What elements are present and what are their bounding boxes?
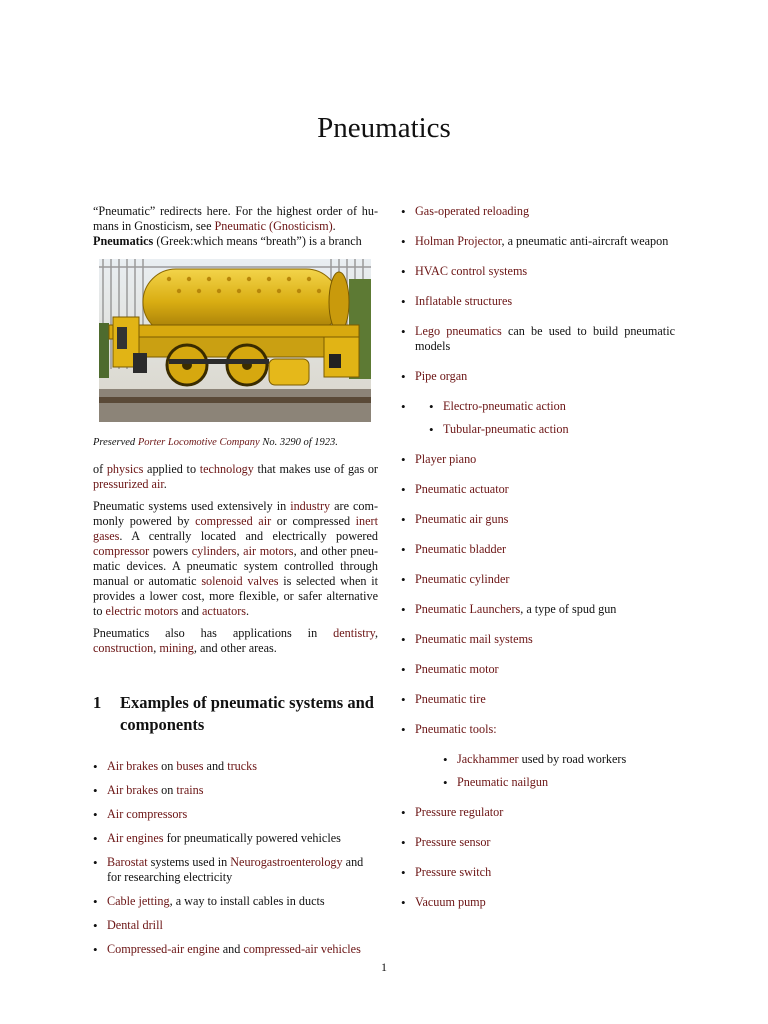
section-title: Examples of pneumatic systems and components xyxy=(120,693,374,734)
list-item xyxy=(93,918,378,933)
link-player-piano[interactable]: Player piano xyxy=(415,452,477,466)
list-item: • Jackhammer used by road workers xyxy=(443,752,675,767)
link-inert-gases[interactable]: inert gases xyxy=(93,514,379,543)
list-item: • Air engines for pneumatically powered vehicles xyxy=(93,831,378,846)
link-pressure-regulator[interactable]: Pressure regulator xyxy=(415,805,504,819)
link-vacuum-pump[interactable]: Vacuum pump xyxy=(415,895,486,909)
link-pressure-sensor[interactable]: Pressure sensor xyxy=(415,835,491,849)
link-compressor[interactable]: compressor xyxy=(93,544,150,558)
redirect-note: “Pneumatic” redirects here. For the highest order of hu- mans in Gnosticism, see Pneumatic (Gnosticism). xyxy=(93,204,378,233)
list-item xyxy=(401,895,675,910)
link-cable-jetting[interactable]: Cable jetting xyxy=(107,894,170,908)
link-gas-operated-reloading[interactable]: Gas-operated reloading xyxy=(415,204,530,218)
list-item: • Air brakes on trains xyxy=(93,783,378,798)
link-technology[interactable]: technology xyxy=(199,462,254,476)
link-physics[interactable]: physics xyxy=(106,462,144,476)
list-item xyxy=(401,542,675,557)
link-pressure-switch[interactable]: Pressure switch xyxy=(415,865,492,879)
list-item xyxy=(429,399,675,414)
link-industry[interactable]: industry xyxy=(290,499,331,513)
lead-term: Pneumatics xyxy=(93,234,154,248)
list-item xyxy=(401,662,675,677)
link-pneumatic-motor[interactable]: Pneumatic motor xyxy=(415,662,499,676)
link-tubular-pneumatic-action[interactable]: Tubular-pneumatic action xyxy=(443,422,569,436)
list-item xyxy=(401,294,675,309)
list-item xyxy=(401,512,675,527)
link-dentistry[interactable]: dentistry xyxy=(333,626,375,640)
link-air-brakes-rail[interactable]: Air brakes xyxy=(107,783,159,797)
tools-sublist xyxy=(443,752,675,790)
link-mining[interactable]: mining xyxy=(159,641,194,655)
section-heading xyxy=(93,692,378,736)
link-inflatable-structures[interactable]: Inflatable structures xyxy=(415,294,513,308)
link-buses[interactable]: buses xyxy=(176,759,204,773)
examples-list-right xyxy=(401,204,675,910)
figure-caption: Preserved Porter Locomotive Company No. 3290 of 1923. xyxy=(93,437,338,448)
list-item xyxy=(401,264,675,279)
link-solenoid-valves[interactable]: solenoid valves xyxy=(201,574,279,588)
list-item: • Barostat systems used in Neurogastroenterology and for researching electricity xyxy=(93,855,378,885)
list-item xyxy=(401,632,675,647)
link-compressed-air-vehicles[interactable]: compressed-air vehicles xyxy=(243,942,361,956)
list-item xyxy=(401,572,675,587)
link-pressurized-air[interactable]: pressurized air xyxy=(93,477,164,491)
link-construction[interactable]: construction xyxy=(93,641,154,655)
link-pneumatic-bladder[interactable]: Pneumatic bladder xyxy=(415,542,507,556)
link-electro-pneumatic-action[interactable]: Electro-pneumatic action xyxy=(443,399,566,413)
list-item xyxy=(401,805,675,820)
link-pneumatic-launchers[interactable]: Pneumatic Launchers xyxy=(415,602,521,616)
link-air-engines[interactable]: Air engines xyxy=(107,831,164,845)
link-trucks[interactable]: trucks xyxy=(227,759,257,773)
link-cylinders[interactable]: cylinders xyxy=(191,544,237,558)
link-barostat[interactable]: Barostat xyxy=(107,855,148,869)
link-air-motors[interactable]: air motors xyxy=(243,544,294,558)
list-item xyxy=(401,722,675,790)
list-item xyxy=(401,399,675,437)
page-number: 1 xyxy=(381,960,387,974)
link-dental-drill[interactable]: Dental drill xyxy=(107,918,163,932)
link-jackhammer[interactable]: Jackhammer xyxy=(457,752,519,766)
link-trains[interactable]: trains xyxy=(176,783,204,797)
list-item: • Compressed-air engine and compressed-air vehicles xyxy=(93,942,378,957)
right-column xyxy=(401,204,675,925)
list-item: • Holman Projector, a pneumatic anti-aircraft weapon xyxy=(401,234,675,249)
list-item xyxy=(401,204,675,219)
list-item xyxy=(443,775,675,790)
link-pneumatic-tire[interactable]: Pneumatic tire xyxy=(415,692,486,706)
link-porter-locomotive-company[interactable]: Porter Locomotive Company xyxy=(137,437,260,448)
link-neurogastroenterology[interactable]: Neurogastroenterology xyxy=(230,855,343,869)
link-pipe-organ[interactable]: Pipe organ xyxy=(415,369,468,383)
organ-sublist xyxy=(429,399,675,437)
link-lego-pneumatics[interactable]: Lego pneumatics xyxy=(415,324,502,338)
left-column xyxy=(93,204,378,966)
list-item: • Cable jetting, a way to install cables in ducts xyxy=(93,894,378,909)
list-item xyxy=(401,452,675,467)
paragraph-definition: of physics applied to technology that makes use of gas or pressurized air. xyxy=(93,462,378,491)
list-item xyxy=(93,807,378,822)
link-pneumatic-tools[interactable]: Pneumatic tools: xyxy=(415,722,497,736)
list-item xyxy=(401,865,675,880)
link-air-brakes[interactable]: Air brakes xyxy=(107,759,159,773)
list-item xyxy=(401,692,675,707)
link-air-compressors[interactable]: Air compressors xyxy=(107,807,188,821)
list-item: • Air brakes on buses and trucks xyxy=(93,759,378,774)
section-number: 1 xyxy=(93,693,102,712)
link-electric-motors[interactable]: electric motors xyxy=(105,604,179,618)
examples-list-left xyxy=(93,759,378,957)
paragraph-systems: Pneumatic systems used extensively in industry are com- monly powered by compressed air or compressed inert gases. A centrally located and electrically powered compressor powers cylinders, air motors, and other pneu- matic devices. A pneumatic system controlled through manual or automatic solenoid valves is selected when it provides a lower cost, more flexible, or safer alternative to electric motors and actuators. xyxy=(93,499,379,618)
link-pneumatic-air-guns[interactable]: Pneumatic air guns xyxy=(415,512,509,526)
list-item xyxy=(401,369,675,384)
link-pneumatic-actuator[interactable]: Pneumatic actuator xyxy=(415,482,509,496)
list-item xyxy=(401,482,675,497)
paragraph-applications: Pneumatics also has applications in dentistry, construction, mining, and other areas. xyxy=(93,626,378,655)
link-pneumatic-mail-systems[interactable]: Pneumatic mail systems xyxy=(415,632,533,646)
list-item xyxy=(401,835,675,850)
list-item: • Pneumatic Launchers, a type of spud gun xyxy=(401,602,675,617)
link-actuators[interactable]: actuators xyxy=(202,604,246,618)
link-pneumatic-cylinder[interactable]: Pneumatic cylinder xyxy=(415,572,510,586)
link-holman-projector[interactable]: Holman Projector xyxy=(415,234,502,248)
link-compressed-air[interactable]: compressed air xyxy=(195,514,272,528)
locomotive-image xyxy=(99,259,371,422)
link-hvac-control-systems[interactable]: HVAC control systems xyxy=(415,264,528,278)
list-item xyxy=(429,422,675,437)
lead-sentence: Pneumatics (Greek:which means “breath”) is a branch xyxy=(93,234,362,248)
link-pneumatic-gnosticism[interactable]: Pneumatic (Gnosticism) xyxy=(214,219,333,233)
list-item: • Lego pneumatics can be used to build pneumatic models xyxy=(401,324,675,354)
page-title: Pneumatics xyxy=(317,112,451,144)
link-pneumatic-nailgun[interactable]: Pneumatic nailgun xyxy=(457,775,549,789)
link-compressed-air-engine[interactable]: Compressed-air engine xyxy=(107,942,220,956)
